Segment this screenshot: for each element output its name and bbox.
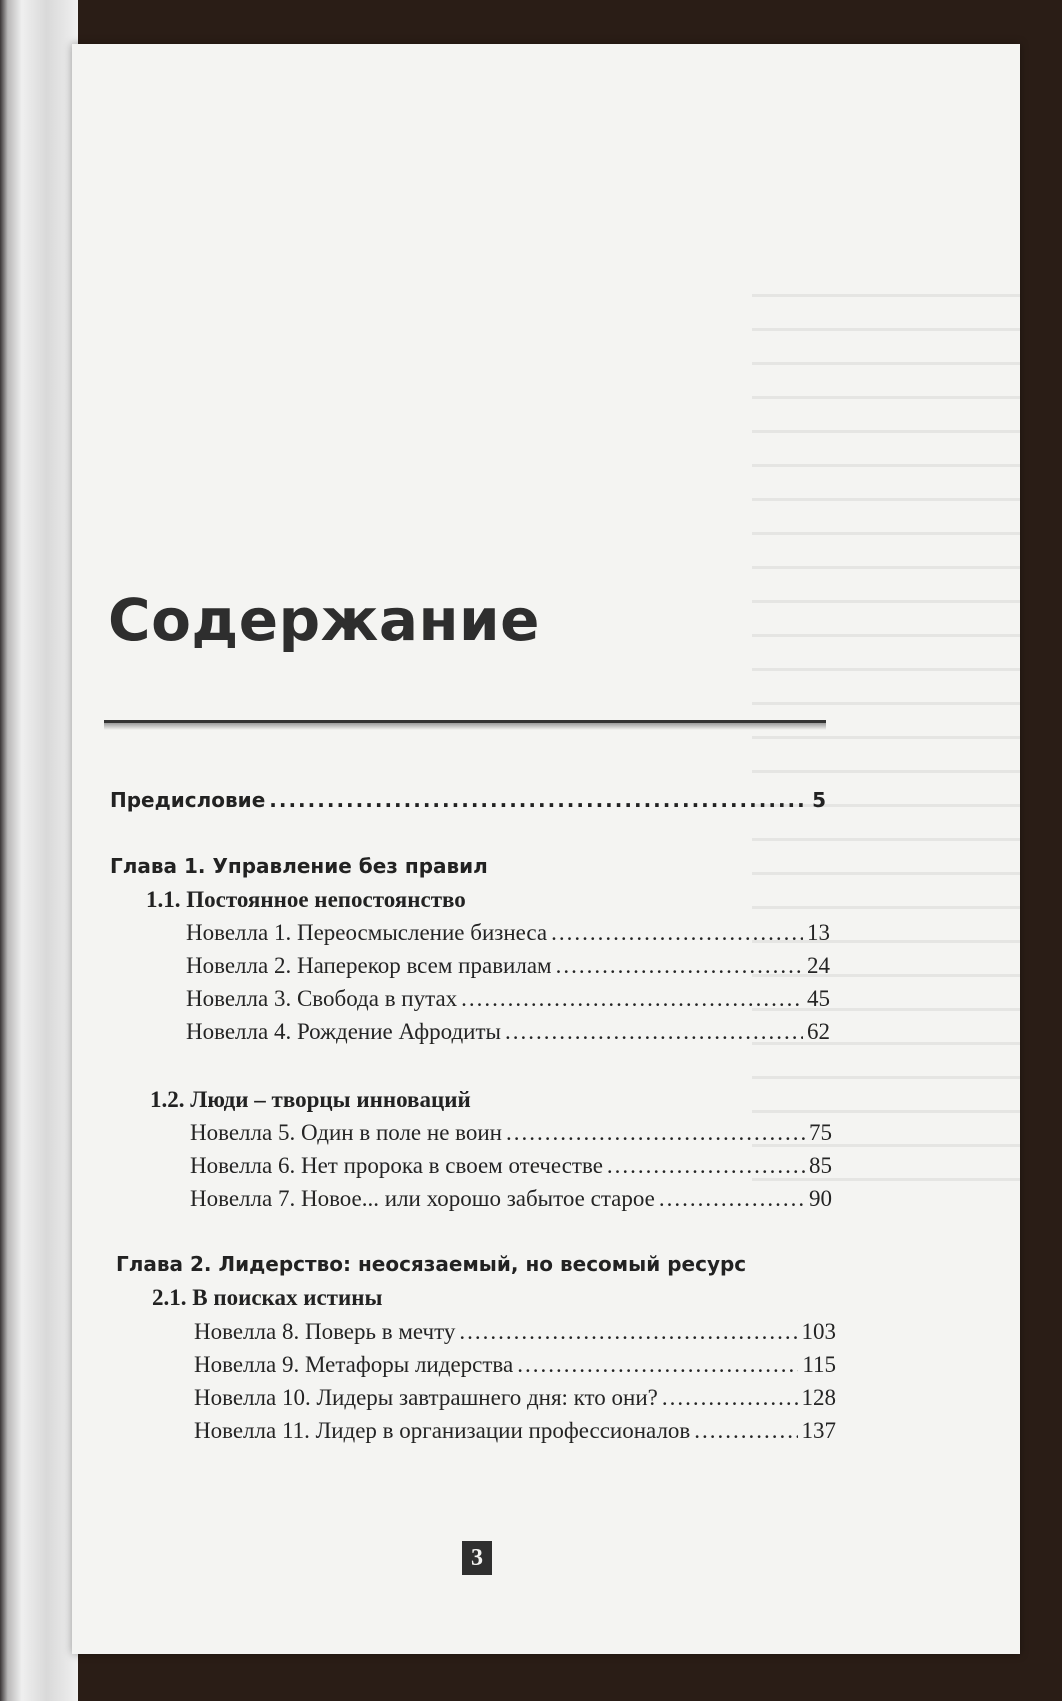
toc-entry-novella-11 xyxy=(194,1415,836,1447)
toc-leader xyxy=(461,983,803,1015)
toc-entry-novella-10 xyxy=(194,1382,836,1414)
toc-label: Глава 1. Управление без правил xyxy=(110,854,488,878)
toc-chapter-1 xyxy=(110,850,488,882)
show-through-text xyxy=(752,276,1020,1186)
toc-leader xyxy=(517,1349,798,1381)
toc-page-number: 103 xyxy=(801,1319,836,1344)
toc-label: 1.1. Постоянное непостоянство xyxy=(146,887,466,912)
toc-leader xyxy=(269,784,808,816)
toc-chapter-2 xyxy=(116,1248,746,1280)
toc-page-number: 137 xyxy=(801,1418,836,1443)
toc-label: Предисловие xyxy=(110,788,266,812)
toc-label: 2.1. В поисках истины xyxy=(152,1285,383,1310)
toc-label: Новелла 9. Метафоры лидерства xyxy=(194,1352,514,1377)
title-divider-shadow xyxy=(104,723,826,730)
toc-section-1-1 xyxy=(146,884,466,916)
book-edge xyxy=(0,0,78,1701)
toc-page-number: 115 xyxy=(802,1352,836,1377)
toc-label: Новелла 6. Нет пророка в своем отечестве xyxy=(190,1153,603,1178)
toc-label: Новелла 11. Лидер в организации профессионалов xyxy=(194,1418,691,1443)
toc-leader xyxy=(505,1016,803,1048)
toc-entry-novella-2 xyxy=(186,950,830,982)
toc-leader xyxy=(607,1150,805,1182)
toc-page-number: 75 xyxy=(809,1120,832,1145)
toc-leader xyxy=(556,950,803,982)
toc-leader xyxy=(551,917,803,949)
toc-entry-novella-8 xyxy=(194,1316,836,1348)
toc-entry-novella-7 xyxy=(190,1183,832,1215)
toc-entry-novella-1 xyxy=(186,917,830,949)
toc-leader xyxy=(694,1415,797,1447)
toc-entry-preface xyxy=(110,784,826,816)
toc-label: Новелла 4. Рождение Афродиты xyxy=(186,1019,501,1044)
toc-label: Новелла 8. Поверь в мечту xyxy=(194,1319,456,1344)
toc-label: Новелла 2. Наперекор всем правилам xyxy=(186,953,552,978)
page-title: Содержание xyxy=(108,586,541,654)
toc-label: Новелла 1. Переосмысление бизнеса xyxy=(186,920,548,945)
toc-leader xyxy=(659,1183,805,1215)
book-page xyxy=(72,44,1020,1654)
toc-label: Новелла 7. Новое... или хорошо забытое старое xyxy=(190,1186,655,1211)
toc-label: Новелла 5. Один в поле не воин xyxy=(190,1120,502,1145)
toc-page-number: 85 xyxy=(809,1153,832,1178)
toc-entry-novella-6 xyxy=(190,1150,832,1182)
toc-section-1-2 xyxy=(150,1084,471,1116)
toc-leader xyxy=(459,1316,797,1348)
toc-page-number: 13 xyxy=(807,920,830,945)
toc-leader xyxy=(506,1117,805,1149)
page-number-badge: 3 xyxy=(462,1541,492,1575)
toc-page-number: 5 xyxy=(812,788,826,812)
toc-section-2-1 xyxy=(152,1282,382,1314)
toc-page-number: 45 xyxy=(807,986,830,1011)
toc-label: Новелла 3. Свобода в путах xyxy=(186,986,458,1011)
toc-entry-novella-4 xyxy=(186,1016,830,1048)
toc-entry-novella-9 xyxy=(194,1349,836,1381)
toc-label: Глава 2. Лидерство: неосязаемый, но весомый ресурс xyxy=(116,1252,747,1276)
toc-page-number: 90 xyxy=(809,1186,832,1211)
toc-label: 1.2. Люди – творцы инноваций xyxy=(150,1087,471,1112)
toc-page-number: 62 xyxy=(807,1019,830,1044)
toc-leader xyxy=(662,1382,798,1414)
toc-entry-novella-5 xyxy=(190,1117,832,1149)
toc-entry-novella-3 xyxy=(186,983,830,1015)
toc-page-number: 24 xyxy=(807,953,830,978)
toc-label: Новелла 10. Лидеры завтрашнего дня: кто они? xyxy=(194,1385,658,1410)
toc-page-number: 128 xyxy=(801,1385,836,1410)
